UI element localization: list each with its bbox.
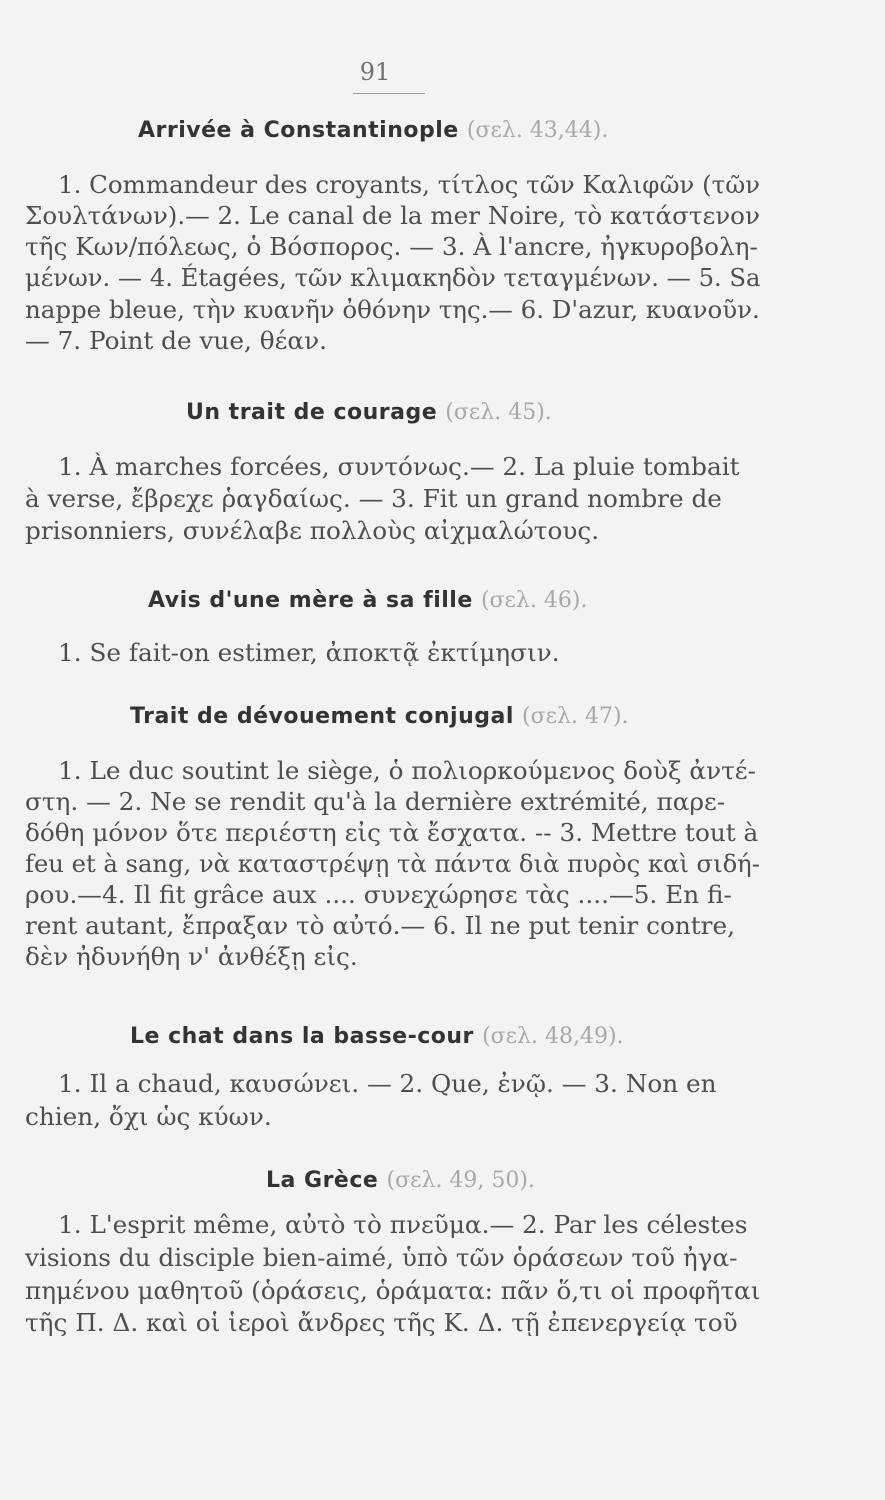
section-heading: [186, 400, 552, 425]
text-line: δὲν ἠδυνήθη ν' ἀνθέξῃ εἰς.: [25, 943, 358, 971]
page-number: 91: [359, 58, 391, 86]
section-title: Arrivée à Constantinople: [138, 118, 459, 143]
text-line: τῆς Κων/πόλεως, ὁ Βόσπορος. — 3. À l'ancre, ἠγκυροβολη-: [25, 233, 758, 261]
text-line: nappe bleue, τὴν κυανῆν ὀθόνην της.— 6. D'azur, κυανοῦν.: [25, 296, 760, 324]
text-line: visions du disciple bien-aimé, ὑπὸ τῶν ὁράσεων τοῦ ἠγα-: [25, 1244, 738, 1272]
section-page-ref: (σελ. 48,49).: [482, 1024, 624, 1049]
page-number-rule: [353, 93, 425, 94]
section-title: Le chat dans la basse-cour: [130, 1024, 474, 1049]
section-page-ref: (σελ. 43,44).: [466, 118, 609, 143]
text-line: τῆς Π. Δ. καὶ οἱ ἱεροὶ ἄνδρες τῆς Κ. Δ. τῇ ἐπενεργείᾳ τοῦ: [25, 1309, 738, 1337]
text-line: 1. À marches forcées, συντόνως.— 2. La pluie tombait: [58, 453, 740, 481]
text-line: ρου.—4. Il fit grâce aux .... συνεχώρησε τὰς ....—5. En fi-: [25, 881, 732, 909]
section-heading: [148, 588, 587, 613]
text-line: στη. — 2. Ne se rendit qu'à la dernière extrémité, παρε-: [25, 788, 726, 816]
text-line: — 7. Point de vue, θέαν.: [25, 327, 327, 355]
text-line: δόθη μόνον ὅτε περιέστη εἰς τὰ ἔσχατα. -- 3. Mettre tout à: [25, 819, 759, 847]
text-line: μένων. — 4. Étagées, τῶν κλιμακηδὸν τεταγμένων. — 5. Sa: [25, 264, 761, 292]
text-line: Σουλτάνων).— 2. Le canal de la mer Noire, τὸ κατάστενον: [25, 202, 760, 230]
section-title: La Grèce: [266, 1168, 379, 1193]
section-heading: [138, 118, 608, 143]
section-title: Avis d'une mère à sa fille: [148, 588, 473, 613]
text-line: 1. Le duc soutint le siège, ὁ πολιορκούμενος δοὺξ ἀντέ-: [58, 757, 756, 785]
section-heading: [130, 704, 629, 729]
section-title: Trait de dévouement conjugal: [130, 704, 514, 729]
text-line: 1. Se fait-on estimer, ἀποκτᾷ ἐκτίμησιν.: [58, 639, 560, 667]
section-heading: [130, 1024, 624, 1049]
text-line: 1. Il a chaud, καυσώνει. — 2. Que, ἐνῷ. — 3. Non en: [58, 1070, 717, 1098]
section-page-ref: (σελ. 47).: [522, 704, 629, 729]
text-line: feu et à sang, νὰ καταστρέψῃ τὰ πάντα διὰ πυρὸς καὶ σιδή-: [25, 850, 760, 878]
text-line: prisonniers, συνέλαβε πολλοὺς αἰχμαλώτους.: [25, 517, 600, 545]
text-line: chien, ὄχι ὡς κύων.: [25, 1103, 272, 1131]
text-line: 1. Commandeur des croyants, τίτλος τῶν Καλιφῶν (τῶν: [58, 171, 761, 199]
text-line: rent autant, ἔπραξαν τὸ αὐτό.— 6. Il ne put tenir contre,: [25, 912, 735, 940]
section-page-ref: (σελ. 49, 50).: [386, 1168, 535, 1193]
text-line: 1. L'esprit même, αὐτὸ τὸ πνεῦμα.— 2. Par les célestes: [58, 1211, 748, 1239]
section-heading: [266, 1168, 535, 1193]
section-page-ref: (σελ. 46).: [480, 588, 588, 613]
section-page-ref: (σελ. 45).: [445, 400, 552, 425]
text-line: πημένου μαθητοῦ (ὁράσεις, ὁράματα: πᾶν ὅ,τι οἱ προφῆται: [25, 1277, 761, 1305]
text-line: à verse, ἔβρεχε ῥαγδαίως. — 3. Fit un grand nombre de: [25, 485, 722, 513]
section-title: Un trait de courage: [186, 400, 438, 425]
